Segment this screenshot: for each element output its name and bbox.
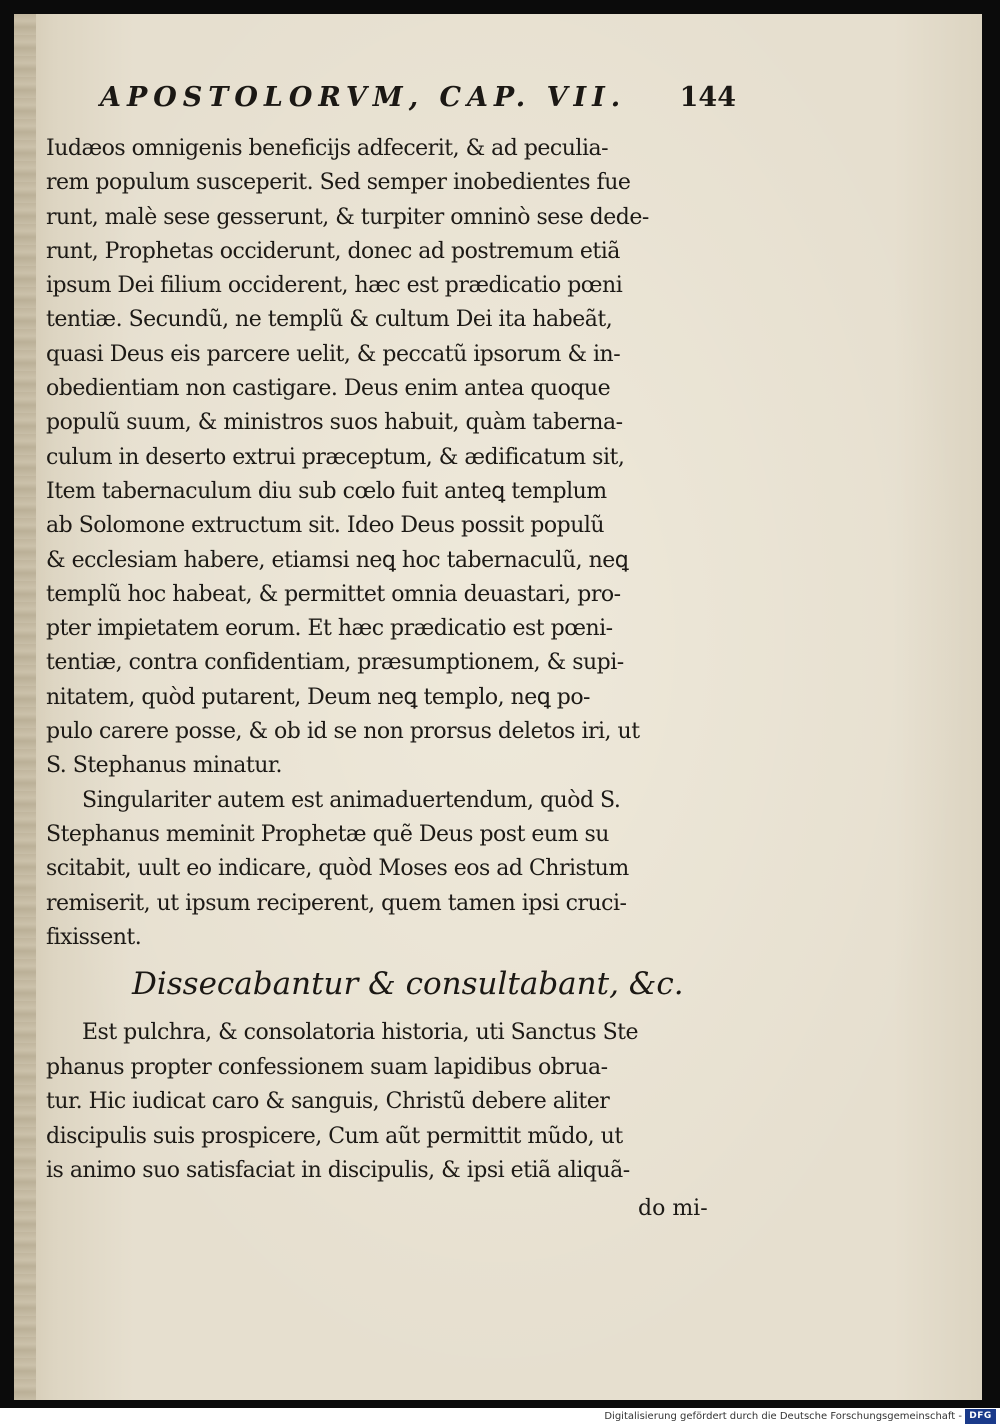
- page-gutter: [14, 14, 36, 1400]
- text-line: ipsum Dei filium occiderent, hæc est prædicatio pœni: [46, 273, 623, 299]
- text-line: Item tabernaculum diu sub cœlo fuit anteꝗ templum: [46, 478, 607, 504]
- text-line: Stephanus meminit Prophetæ quẽ Deus post eum su: [46, 821, 609, 847]
- text-line: tur. Hic iudicat caro & sanguis, Christũ debere aliter: [46, 1089, 610, 1115]
- text-line: Singulariter autem est animaduertendum, quòd S.: [82, 787, 621, 813]
- text-line: rem populum susceperit. Sed semper inobedientes fue: [46, 170, 631, 196]
- text-line: obedientiam non castigare. Deus enim antea quoque: [46, 376, 611, 402]
- text-line: scitabit, uult eo indicare, quòd Moses eos ad Christum: [46, 856, 629, 882]
- text-line: runt, Prophetas occiderunt, donec ad postremum etiã: [46, 238, 620, 264]
- text-line: pulo carere posse, & ob id se non prorsus deletos iri, ut: [46, 719, 640, 745]
- text-line: pter impietatem eorum. Et hæc prædicatio est pœni-: [46, 616, 613, 642]
- text-line: is animo suo satisfaciat in discipulis, & ipsi etiã aliquã-: [46, 1158, 630, 1184]
- text-line: remiserit, ut ipsum reciperent, quem tamen ipsi cruci-: [46, 890, 627, 916]
- funding-note: Digitalisierung gefördert durch die Deutsche Forschungsgemeinschaft -: [604, 1411, 962, 1422]
- text-line: tentiæ, contra confidentiam, præsumptionem, & supi-: [46, 650, 624, 676]
- text-line: Iudæos omnigenis beneficijs adfecerit, & ad peculia-: [46, 136, 609, 161]
- text-line: runt, malè sese gesserunt, & turpiter omninò sese dede-: [46, 204, 649, 230]
- text-line: discipulis suis prospicere, Cum aũt permittit mũdo, ut: [46, 1123, 623, 1149]
- text-line: culum in deserto extrui præceptum, & ædificatum sit,: [46, 444, 625, 470]
- text-line: ab Solomone extructum sit. Ideo Deus possit populũ: [46, 513, 605, 539]
- section-heading: Dissecabantur & consultabant, &c.: [132, 966, 684, 1002]
- text-line: S. Stephanus minatur.: [46, 753, 282, 779]
- page-number: 144: [679, 82, 736, 113]
- text-line: quasi Deus eis parcere uelit, & peccatũ ipsorum & in-: [46, 341, 621, 367]
- text-block-1: [46, 132, 746, 955]
- running-head-title: APOSTOLORVM, CAP. VII.: [100, 82, 627, 113]
- text-line: nitatem, quòd putarent, Deum neꝗ templo, neꝗ po-: [46, 684, 590, 710]
- text-line: Est pulchra, & consolatoria historia, uti Sanctus Ste: [82, 1020, 639, 1045]
- text-line: tentiæ. Secundũ, ne templũ & cultum Dei ita habeãt,: [46, 307, 613, 333]
- text-block-2: [46, 1016, 746, 1189]
- dfg-logo[interactable]: DFG: [965, 1409, 996, 1424]
- text-line: fixissent.: [46, 924, 142, 950]
- text-line: templũ hoc habeat, & permittet omnia deuastari, pro-: [46, 581, 621, 607]
- text-line: populũ suum, & ministros suos habuit, quàm taberna-: [46, 410, 623, 436]
- catchword: do mi-: [638, 1196, 708, 1221]
- text-line: phanus propter confessionem suam lapidibus obrua-: [46, 1054, 608, 1080]
- text-line: & ecclesiam habere, etiamsi neꝗ hoc tabernaculũ, neꝗ: [46, 547, 629, 573]
